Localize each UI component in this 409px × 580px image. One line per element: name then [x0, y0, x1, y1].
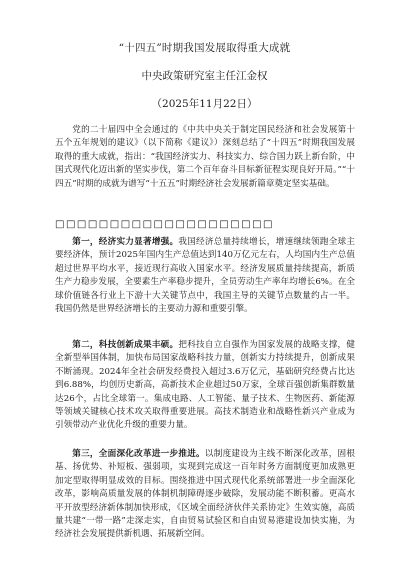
- section-paragraph-3: [55, 448, 355, 542]
- intro-text: 党的二十届四中全会通过的《中共中央关于制定国民经济和社会发展第十五个五年规划的建议》（以下简称《建议》）深刻总结了“十四五”时期我国发展取得的重大成就，指出：“我国经济实力、科技实力、综合国力跃上新台阶，中国式现代化迈出新的坚实步伐，第二个百年奋斗目标新征程实现良好开局。”“十四五”时期的成就为谱写“十五五”时期经济社会发展新篇章奠定坚实基础。: [55, 125, 355, 189]
- intro-paragraph: [55, 124, 355, 191]
- section-text-1: 我国经济总量持续增长，增速继续领跑全球主要经济体，预计2025年国内生产总值达到140万亿元左右，人均国内生产总值超过世界平均水平，接近现行高收入国家水平。经济发展质量持续提高，新质生产力稳步发展，全要素生产率稳步提升，全员劳动生产率年均增长6%。在全球价值链各行业上下游十大关键节点中，我国主导的关键节点数量约占一半。我国仍然是世界经济增长的主要动力源和重要引擎。: [55, 237, 355, 315]
- section-separator: □□□□□□□□□□□□□□□□□□□□: [55, 219, 274, 230]
- section-paragraph-2: [55, 339, 355, 433]
- document-author: 中央政策研究室主任江金权: [141, 70, 268, 82]
- section-text-2: 把科技自立自强作为国家发展的战略支撑，健全新型举国体制，加快布局国家战略科技力量，创新实力持续提升，创新成果不断涌现。2024年全社会研发经费投入超过3.6万亿元，基础研究经费占比达到6.88%，均创历史新高，高新技术企业超过50万家，全球百强创新集群数量达26个，占比全球第一。集成电路、人工智能、量子技术、生物医药、新能源等领域关键核心技术攻关取得重要进展。高技术制造业和战略性新兴产业成为引领带动产业优化升级的重要力量。: [55, 340, 355, 431]
- section-paragraph-1: [55, 236, 355, 316]
- document-title: “十四五”时期我国发展取得重大成就: [118, 42, 291, 54]
- section-heading-2: 第二，科技创新成果丰硕。: [72, 340, 179, 350]
- section-heading-3: 第三，全面深化改革进一步推进。: [72, 449, 205, 459]
- section-text-3: 以制度建设为主线不断深化改革，固根基、扬优势、补短板、强弱项，实现到完成这一百年时务方面制度更加成熟更加定型取得明显成效的目标。围绕推进中国式现代化系统部署进一步全面深化改革，影响高质量发展的体制机制障碍逐步破除，发展动能不断积蓄。更高水平开放型经济新体制加快形成，《区域全面经济伙伴关系协定》生效实施，高质量共建“一带一路”走深走实，自由贸易试验区和自由贸易港建设加快实施，为经济社会发展提供新机遇、拓展新空间。: [55, 449, 355, 540]
- document-date: （2025年11月22日）: [151, 98, 258, 110]
- section-heading-1: 第一，经济实力显著增强。: [72, 237, 179, 247]
